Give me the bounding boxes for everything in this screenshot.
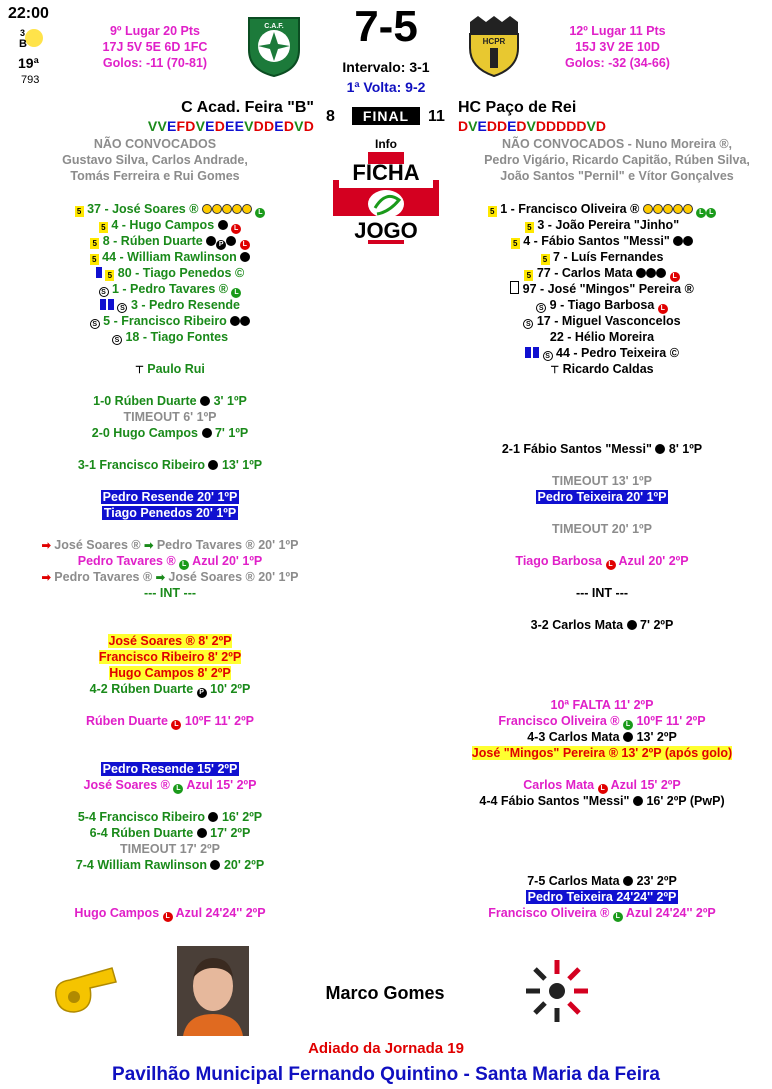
form-result: D bbox=[263, 118, 275, 134]
goal-icon bbox=[208, 812, 218, 822]
away-standing: 12º Lugar 11 Pts bbox=[569, 24, 666, 38]
home-event: 3-1 Francisco Ribeiro 13' 1ºP bbox=[77, 458, 263, 472]
home-event: TIMEOUT 17' 2ºP bbox=[120, 842, 220, 856]
substitute-icon: S bbox=[117, 303, 127, 313]
home-event: 1-0 Rúben Duarte 3' 1ºP bbox=[93, 394, 247, 408]
away-event: Francisco Oliveira ® L Azul 24'24'' 2ºP bbox=[488, 906, 716, 920]
player-name: 1 - Pedro Tavares ® bbox=[112, 282, 228, 296]
away-player[interactable] bbox=[432, 233, 772, 249]
player-name: 37 - José Soares ® bbox=[87, 202, 199, 216]
away-event: 4-4 Fábio Santos "Messi" 16' 2ºP (PwP) bbox=[479, 794, 725, 808]
form-result: E bbox=[205, 118, 215, 134]
red-card-icon: L bbox=[658, 304, 668, 314]
form-result: E bbox=[274, 118, 284, 134]
goal-icon bbox=[633, 796, 643, 806]
starter-icon: 5 bbox=[525, 222, 534, 233]
player-name: 18 - Tiago Fontes bbox=[125, 330, 229, 344]
goal-icon bbox=[197, 828, 207, 838]
away-event: Pedro Teixeira 24'24'' 2ºP bbox=[527, 890, 677, 904]
goal-icon bbox=[200, 396, 210, 406]
svg-text:C.A.F.: C.A.F. bbox=[264, 23, 284, 30]
away-goals: Golos: -32 (34-66) bbox=[565, 56, 670, 70]
form-result: D bbox=[253, 118, 264, 134]
venue-name[interactable]: Pavilhão Municipal Fernando Quintino - Santa Maria da Feira bbox=[112, 1064, 660, 1085]
halftime-score: Intervalo: 3-1 bbox=[342, 59, 430, 75]
coach-name: Paulo Rui bbox=[147, 362, 205, 376]
home-crest-icon bbox=[244, 14, 304, 78]
away-event: 2-1 Fábio Santos "Messi" 8' 1ºP bbox=[501, 442, 703, 456]
home-event: José Soares ® 8' 2ºP bbox=[108, 634, 232, 648]
green-card-icon: L bbox=[255, 208, 265, 218]
player-name: 5 - Francisco Ribeiro bbox=[103, 314, 227, 328]
home-form-count: 8 bbox=[326, 108, 335, 125]
away-team-name[interactable]: HC Paço de Rei bbox=[458, 99, 577, 116]
kickoff-time: 22:00 bbox=[8, 5, 49, 22]
away-event: Tiago Barbosa L Azul 20' 2ºP bbox=[515, 554, 689, 568]
starter-icon: 5 bbox=[90, 254, 99, 265]
home-event: Hugo Campos 8' 2ºP bbox=[109, 666, 231, 680]
goal-icon bbox=[656, 268, 666, 278]
away-form bbox=[458, 118, 606, 134]
series-icon bbox=[14, 26, 44, 50]
goal-icon bbox=[636, 268, 646, 278]
form-result: V bbox=[157, 118, 167, 134]
home-player[interactable] bbox=[0, 201, 340, 217]
home-event: 5-4 Francisco Ribeiro 16' 2ºP bbox=[77, 810, 263, 824]
sub-in-icon: ➡ bbox=[155, 572, 165, 584]
svg-text:3: 3 bbox=[20, 28, 26, 38]
goal-icon bbox=[673, 236, 683, 246]
form-result: D bbox=[486, 118, 497, 134]
goal-icon bbox=[627, 620, 637, 630]
starter-icon: 5 bbox=[488, 206, 497, 217]
home-team-name[interactable]: C Acad. Feira "B" bbox=[181, 99, 314, 116]
yellow-ball-icons bbox=[202, 202, 252, 216]
player-name: 22 - Hélio Moreira bbox=[549, 330, 655, 344]
away-player[interactable] bbox=[432, 329, 772, 345]
player-name: 8 - Rúben Duarte bbox=[102, 234, 203, 248]
form-result: E bbox=[166, 118, 177, 134]
away-event: Francisco Oliveira ® L 10ºF 11' 2ºP bbox=[498, 714, 706, 728]
game-number: 793 bbox=[21, 74, 40, 86]
round-number: 19ª bbox=[18, 55, 39, 71]
player-name: 3 - João Pereira "Jinho" bbox=[537, 218, 680, 232]
home-player[interactable] bbox=[0, 265, 340, 281]
home-not-called-names-2: Tomás Ferreira e Rui Gomes bbox=[70, 169, 240, 183]
player-name: 1 - Francisco Oliveira ® bbox=[500, 202, 640, 216]
form-result: D bbox=[303, 118, 314, 134]
starter-icon: 5 bbox=[541, 254, 550, 265]
form-result: E bbox=[234, 118, 245, 134]
red-card-icon: L bbox=[670, 272, 680, 282]
goal-icon bbox=[655, 444, 665, 454]
form-result: V bbox=[294, 118, 304, 134]
form-result: D bbox=[458, 118, 469, 134]
away-not-called-2: Pedro Vigário, Ricardo Capitão, Rúben Silva, bbox=[484, 153, 750, 167]
ficha-jogo-button[interactable] bbox=[333, 152, 439, 244]
series-badge bbox=[14, 26, 44, 50]
green-card-icon: L bbox=[613, 912, 623, 922]
goal-icon bbox=[240, 316, 250, 326]
home-event: --- INT --- bbox=[143, 586, 197, 600]
form-result: F bbox=[176, 118, 186, 134]
player-name: 17 - Miguel Vasconcelos bbox=[536, 314, 681, 328]
sub-out-icon: ➡ bbox=[41, 572, 51, 584]
referee-name: Marco Gomes bbox=[325, 983, 445, 1003]
goal-icon bbox=[646, 268, 656, 278]
home-event: ➡ Pedro Tavares ® ➡ José Soares ® 20' 1ºP bbox=[41, 570, 299, 584]
away-player[interactable] bbox=[432, 281, 772, 297]
home-coach[interactable] bbox=[0, 361, 340, 377]
penalty-icon: P bbox=[216, 240, 226, 250]
home-player[interactable] bbox=[0, 249, 340, 265]
starter-icon: 5 bbox=[105, 270, 114, 281]
home-form bbox=[148, 118, 314, 134]
substitute-icon: S bbox=[112, 335, 122, 345]
home-event: José Soares ® L Azul 15' 2ºP bbox=[83, 778, 257, 792]
referee-photo bbox=[177, 946, 249, 1036]
form-result: V bbox=[147, 118, 158, 134]
form-result: D bbox=[556, 118, 567, 134]
first-leg-score: 1ª Volta: 9-2 bbox=[346, 79, 426, 95]
player-name: 77 - Carlos Mata bbox=[536, 266, 633, 280]
substitute-icon: S bbox=[523, 319, 533, 329]
form-result: V bbox=[526, 118, 536, 134]
home-event: Pedro Resende 20' 1ºP bbox=[102, 490, 238, 504]
player-name: 4 - Fábio Santos "Messi" bbox=[523, 234, 670, 248]
info-link[interactable]: Info bbox=[375, 137, 397, 151]
away-event: José "Mingos" Pereira ® 13' 2ºP (após golo) bbox=[471, 746, 733, 760]
away-player[interactable] bbox=[432, 345, 772, 361]
final-badge: FINAL bbox=[352, 107, 420, 125]
home-event: TIMEOUT 6' 1ºP bbox=[123, 410, 217, 424]
form-result: D bbox=[283, 118, 295, 134]
form-result: V bbox=[468, 118, 478, 134]
starter-icon: 5 bbox=[99, 222, 108, 233]
form-result: V bbox=[244, 118, 254, 134]
player-name: 7 - Luís Fernandes bbox=[553, 250, 664, 264]
away-record: 15J 3V 2E 10D bbox=[575, 40, 660, 54]
home-event: ➡ José Soares ® ➡ Pedro Tavares ® 20' 1ºP bbox=[41, 538, 299, 552]
starter-icon: 5 bbox=[524, 270, 533, 281]
home-not-called-title: NÃO CONVOCADOS bbox=[93, 137, 217, 151]
postponed-note: Adiado da Jornada 19 bbox=[308, 1040, 464, 1057]
green-card-icon: L bbox=[173, 784, 183, 794]
goal-icon bbox=[210, 860, 220, 870]
sub-out-icon: ➡ bbox=[41, 540, 51, 552]
goal-icon bbox=[218, 220, 228, 230]
form-result: D bbox=[535, 118, 546, 134]
substitute-icon: S bbox=[536, 303, 546, 313]
blue-card-icon bbox=[96, 267, 102, 278]
home-goals: Golos: -11 (70-81) bbox=[102, 56, 208, 70]
green-card-icon: L bbox=[696, 208, 706, 218]
home-event: Pedro Tavares ® L Azul 20' 1ºP bbox=[77, 554, 263, 568]
goal-icon bbox=[202, 428, 212, 438]
goal-icon bbox=[206, 236, 216, 246]
blue-card-icon bbox=[533, 347, 539, 358]
svg-text:HCPR: HCPR bbox=[482, 37, 506, 46]
sub-in-icon: ➡ bbox=[144, 540, 154, 552]
away-event: 10ª FALTA 11' 2ºP bbox=[550, 698, 654, 712]
form-result: E bbox=[225, 118, 235, 134]
form-result: D bbox=[185, 118, 196, 134]
goal-icon bbox=[226, 236, 236, 246]
home-player[interactable] bbox=[0, 281, 340, 297]
red-card-icon: L bbox=[598, 784, 608, 794]
home-event: Francisco Ribeiro 8' 2ºP bbox=[98, 650, 242, 664]
away-player[interactable] bbox=[432, 297, 772, 313]
player-name: 97 - José "Mingos" Pereira ® bbox=[522, 282, 694, 296]
away-player[interactable] bbox=[432, 201, 772, 217]
form-result: V bbox=[586, 118, 596, 134]
home-player[interactable] bbox=[0, 329, 340, 345]
red-card-icon: L bbox=[606, 560, 616, 570]
ficha-label: FICHA bbox=[352, 160, 420, 185]
home-player[interactable] bbox=[0, 233, 340, 249]
coach-name: Ricardo Caldas bbox=[562, 362, 654, 376]
starter-icon: 5 bbox=[511, 238, 520, 249]
player-name: 4 - Hugo Campos bbox=[111, 218, 215, 232]
home-standing: 9º Lugar 20 Pts bbox=[109, 24, 200, 38]
away-player[interactable] bbox=[432, 249, 772, 265]
substitute-icon: S bbox=[90, 319, 100, 329]
whistle-icon bbox=[50, 962, 118, 1019]
home-player[interactable] bbox=[0, 297, 340, 313]
substitute-icon: S bbox=[99, 287, 109, 297]
coach-icon: ⊤ bbox=[135, 365, 144, 376]
away-event: Carlos Mata L Azul 15' 2ºP bbox=[523, 778, 681, 792]
goal-icon bbox=[230, 316, 240, 326]
form-result: D bbox=[496, 118, 508, 134]
green-card-icon: L bbox=[623, 720, 633, 730]
match-score: 7-5 bbox=[354, 2, 418, 51]
goal-icon bbox=[683, 236, 693, 246]
away-event: 7-5 Carlos Mata 23' 2ºP bbox=[527, 874, 677, 888]
yellow-ball-icons bbox=[643, 202, 693, 216]
starter-icon: 5 bbox=[90, 238, 99, 249]
blue-card-icon bbox=[108, 299, 114, 310]
home-event: 2-0 Hugo Campos 7' 1ºP bbox=[91, 426, 249, 440]
home-event: 7-4 William Rawlinson 20' 2ºP bbox=[75, 858, 265, 872]
red-card-icon: L bbox=[231, 224, 241, 234]
starter-icon: 5 bbox=[75, 206, 84, 217]
red-card-icon: L bbox=[240, 240, 250, 250]
form-result: E bbox=[507, 118, 517, 134]
away-not-called-1: NÃO CONVOCADOS - Nuno Moreira ®, bbox=[501, 137, 733, 151]
substitute-icon: S bbox=[543, 351, 553, 361]
player-name: 3 - Pedro Resende bbox=[130, 298, 241, 312]
red-card-icon: L bbox=[171, 720, 181, 730]
goal-icon bbox=[623, 732, 633, 742]
goal-icon bbox=[208, 460, 218, 470]
away-crest-icon bbox=[464, 14, 524, 78]
away-player[interactable] bbox=[432, 217, 772, 233]
home-record: 17J 5V 5E 6D 1FC bbox=[102, 40, 208, 54]
green-card-icon: L bbox=[179, 560, 189, 570]
coach-icon: ⊤ bbox=[550, 365, 560, 376]
home-not-called-names: Gustavo Silva, Carlos Andrade, bbox=[62, 153, 248, 167]
form-result: D bbox=[595, 118, 606, 134]
home-event: Pedro Resende 15' 2ºP bbox=[102, 762, 238, 776]
away-player[interactable] bbox=[432, 265, 772, 281]
blue-card-icon bbox=[100, 299, 106, 310]
form-result: D bbox=[576, 118, 587, 134]
home-crest bbox=[244, 14, 304, 81]
home-event: Rúben Duarte L 10ºF 11' 2ºP bbox=[85, 714, 254, 728]
away-coach[interactable] bbox=[432, 361, 772, 377]
away-event: 4-3 Carlos Mata 13' 2ºP bbox=[527, 730, 677, 744]
player-name: 44 - Pedro Teixeira © bbox=[556, 346, 679, 360]
form-result: D bbox=[516, 118, 527, 134]
home-event: Tiago Penedos 20' 1ºP bbox=[103, 506, 237, 520]
home-player[interactable] bbox=[0, 313, 340, 329]
association-logo-icon bbox=[522, 956, 592, 1029]
home-event: Hugo Campos L Azul 24'24'' 2ºP bbox=[74, 906, 266, 920]
goal-icon bbox=[623, 876, 633, 886]
away-crest bbox=[464, 14, 524, 81]
penalty-icon: P bbox=[197, 688, 207, 698]
player-name: 80 - Tiago Penedos © bbox=[117, 266, 245, 280]
away-player[interactable] bbox=[432, 313, 772, 329]
goal-icon bbox=[240, 252, 250, 262]
red-card-icon: L bbox=[163, 912, 173, 922]
home-event: 4-2 Rúben Duarte P 10' 2ºP bbox=[89, 682, 251, 696]
svg-text:B: B bbox=[19, 38, 27, 50]
away-event: Pedro Teixeira 20' 1ºP bbox=[537, 490, 667, 504]
form-result: V bbox=[195, 118, 206, 134]
away-event: 3-2 Carlos Mata 7' 2ºP bbox=[530, 618, 674, 632]
away-event: TIMEOUT 20' 1ºP bbox=[552, 522, 652, 536]
form-result: D bbox=[546, 118, 557, 134]
form-result: E bbox=[477, 118, 487, 134]
player-name: 9 - Tiago Barbosa bbox=[549, 298, 655, 312]
away-form-count: 11 bbox=[428, 108, 445, 125]
blue-card-icon bbox=[525, 347, 531, 358]
away-not-called-3: João Santos "Pernil" e Vítor Gonçalves bbox=[500, 169, 734, 183]
form-result: D bbox=[214, 118, 226, 134]
form-result: D bbox=[566, 118, 577, 134]
away-event: --- INT --- bbox=[575, 586, 629, 600]
home-player[interactable] bbox=[0, 217, 340, 233]
away-event: TIMEOUT 13' 1ºP bbox=[552, 474, 652, 488]
green-card-icon: L bbox=[231, 288, 241, 298]
green-card-icon: L bbox=[706, 208, 716, 218]
jogo-label: JOGO bbox=[354, 218, 418, 243]
home-event: 6-4 Rúben Duarte 17' 2ºP bbox=[89, 826, 251, 840]
starter-icon bbox=[510, 281, 519, 294]
player-name: 44 - William Rawlinson bbox=[102, 250, 237, 264]
